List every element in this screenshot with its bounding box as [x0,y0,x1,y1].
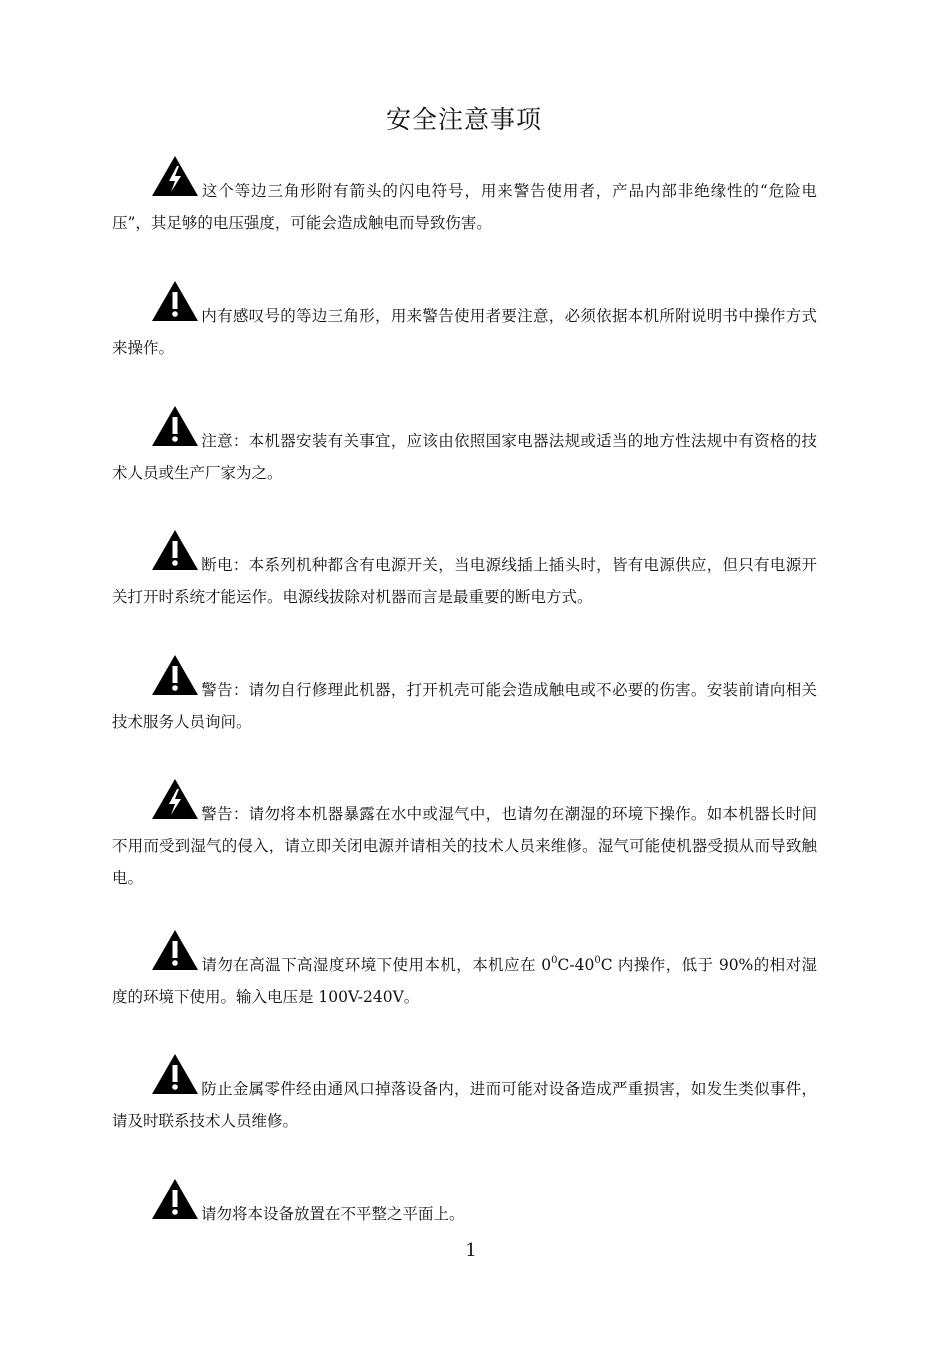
page-number: 1 [465,1240,477,1261]
safety-item-lightning [112,777,817,894]
safety-item-text: 警告：请勿自行修理此机器，打开机壳可能会造成触电或不必要的伤害。安装前请向相关技术服务人员询问。 [112,681,817,731]
exclamation-triangle-icon [150,928,200,972]
exclamation-triangle-icon [150,653,200,697]
safety-item-text: 内有感叹号的等边三角形，用来警告使用者要注意，必须依据本机所附说明书中操作方式来操作。 [112,307,817,357]
safety-item-exclamation [112,653,817,738]
exclamation-triangle-icon [150,1177,200,1221]
safety-item-lightning [112,154,817,239]
safety-item-text: 断电：本系列机种都含有电源开关，当电源线插上插头时，皆有电源供应，但只有电源开关打开时系统才能运作。电源线拔除对机器而言是最重要的断电方式。 [112,556,817,606]
safety-item-text: 请勿在高温下高湿度环境下使用本机，本机应在 0 [201,956,552,974]
superscript: 0 [551,955,558,966]
safety-item-exclamation [112,928,817,1013]
exclamation-triangle-icon [150,279,200,323]
exclamation-triangle-icon [150,1052,200,1096]
page-title: 安全注意事项 [385,105,542,134]
superscript: 0 [594,955,601,966]
safety-item-exclamation [112,279,817,364]
safety-item-text: 防止金属零件经由通风口掉落设备内，进而可能对设备造成严重损害，如发生类似事件，请及时联系技术人员维修。 [112,1080,817,1130]
safety-item-exclamation [112,528,817,613]
exclamation-triangle-icon [150,404,200,448]
safety-item-text: 注意：本机器安装有关事宜，应该由依照国家电器法规或适当的地方性法规中有资格的技术人员或生产厂家为之。 [112,432,817,482]
safety-item-exclamation [112,404,817,489]
safety-item-text: 这个等边三角形附有箭头的闪电符号，用来警告使用者，产品内部非绝缘性的“危险电压”，其足够的电压强度，可能会造成触电而导致伤害。 [112,182,817,232]
safety-item-text: C-40 [557,956,595,974]
safety-item-text: C 内操作，低于 90%的相对湿度的环境下使用。输入电压是 100V-240V。 [112,956,817,1006]
exclamation-triangle-icon [150,528,200,572]
safety-item-exclamation [112,1052,817,1137]
lightning-triangle-icon [150,777,200,821]
lightning-triangle-icon [150,154,200,198]
safety-item-exclamation [112,1177,817,1230]
safety-item-text: 警告：请勿将本机器暴露在水中或湿气中，也请勿在潮湿的环境下操作。如本机器长时间不用而受到湿气的侵入，请立即关闭电源并请相关的技术人员来维修。湿气可能使机器受损从而导致触电。 [112,805,817,887]
safety-item-text: 请勿将本设备放置在不平整之平面上。 [201,1205,465,1223]
